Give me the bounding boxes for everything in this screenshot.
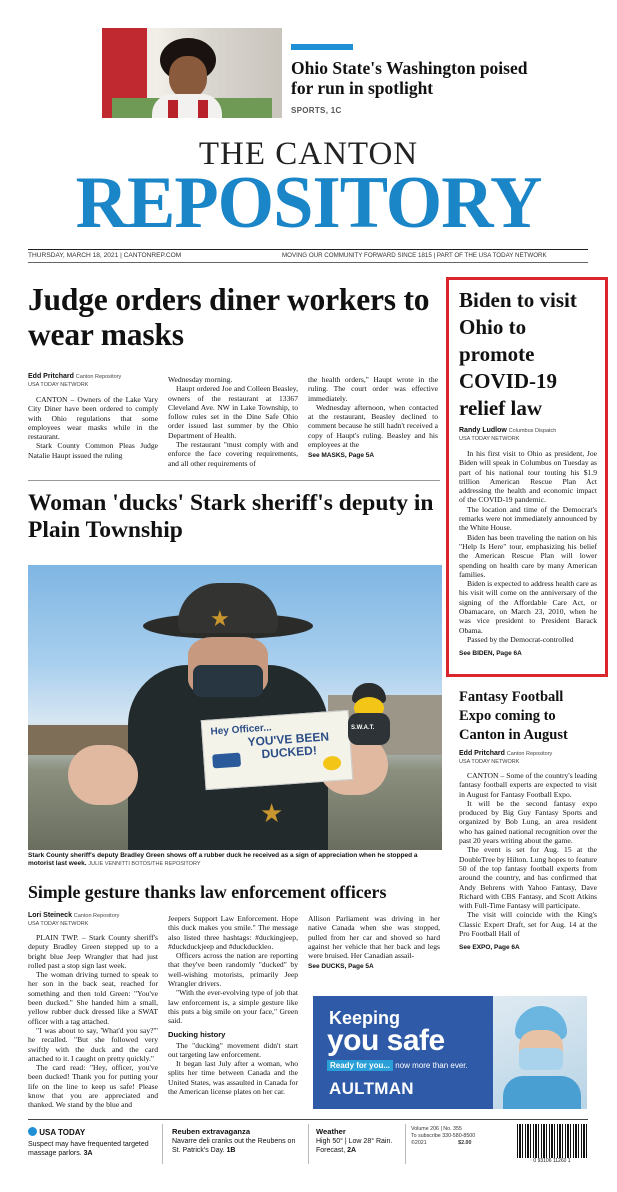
duck-vest-label: S.W.A.T. [351,725,375,731]
story4-headline[interactable]: Simple gesture thanks law enforcement officers [28,882,387,902]
aultman-ad[interactable] [313,996,587,1109]
masthead-top-rule [28,249,588,250]
story4-col1: PLAIN TWP. – Stark County sheriff's deputy Bradley Green stepped up to a bright blue Jeep Wrangler that had just rolled past a stop sign last week. The woman driving turned to speak to her son in the back seat, reached for something and then told Green: "You've been ducked." She handed him a small, yellow rubber duck dressed like a SWAT officer with a tag attached. "I was about to say, 'What'd you say?'" he recalled. "But she followed very swiftly with the duck and the card attached to it. I caught on pretty quickly." The card read: "Hey, officer, you've been ducked! Thank you for putting your life on the line to keep us safe! Please know that you are appreciated and thanked. We stand by the blue and [28,933,158,1110]
usa-today-dot-icon [28,1127,37,1136]
card-duck-icon [323,756,342,771]
story5-jump-link[interactable]: See EXPO, Page 6A [459,944,520,952]
story1-jump-link[interactable]: See MASKS, Page 5A [308,452,375,460]
ducked-card [201,710,354,790]
story1-byline: Edd Pritchard Canton Repository USA TODAY NETWORK [28,373,122,388]
story4-col2: Jeepers Support Law Enforcement. Hope this duck makes you smile." The message also listed three hashtags: #duckingjeep, #duckduckjeep and #duckduckleo. Officers across the nation are reporting that they've been randomly "ducked" by well-wishing motorists, primarily Jeep Wrangler drivers. "With the ever-evolving type of job that law enforcement is, a simple gesture like this puts a big smile on your face," Green said. Ducking history The "ducking" movement didn't start out targeting law enforcement. It began last July after a woman, who splits her time between Canada and the United States, was assaulted in Canada for the American license plates on her car. [168,914,298,1097]
story1-col2: Wednesday morning. Haupt ordered Joe and Colleen Beasley, owners of the restaurant at 13367 Cleveland Ave. NW in Lake Township, to follow rules set in the Dine Safe Ohio order issued last summer by the Ohio Department of Health. The restaurant "must comply with and enforce the face covering requirements, and all other requirements of [168,375,298,468]
story1-col1: CANTON – Owners of the Lake Vary City Diner have been ordered to comply with Ohio regulations that some employees wear masks while in the restaurant. Stark County Common Pleas Judge Natalie Haupt issued the ruling [28,395,158,460]
jeep-icon [212,753,241,769]
ad-subline: Ready for you... now more than ever. [327,1061,468,1070]
ad-line1: Keeping [329,1008,401,1028]
story5-body: CANTON – Some of the country's leading fantasy football experts are expected to visit in August for Fantasy Football Expo. It will be the second fantasy expo produced by Big Guy Fantasy Sports and organized by Bob Lung, an area resident who has gained national recognition over the past 20 years writing about the game. The event is set for Aug. 15 at the DoubleTree by Hilton. Lung hopes to feature 50 of the top fantasy football experts from around the country, and has confirmed that Andy Behrens with Yahoo Fantasy, Dave Richard with CBS Fantasy, and Scott Atkins with Full-Time Fantasy will participate. The visit will coincide with the King's Classic Expert Draft, set for Aug. 14 at the Pro Football Hall of See EXPO, Page 6A [459,771,597,952]
masthead-repository[interactable]: REPOSITORY [75,162,542,244]
story1-headline[interactable]: Judge orders diner workers to wear masks [28,282,430,352]
swat-rubber-duck [346,683,392,747]
footer-divider-1 [162,1124,163,1164]
chest-badge-star: ★ [260,799,284,829]
hat-badge-star: ★ [210,607,230,632]
photo-credit: JULIE VENNITTI BOTOS/THE REPOSITORY [88,861,201,868]
card-big-text: YOU'VE BEEN DUCKED! [247,729,330,762]
footer-item1[interactable]: Suspect may have frequented targeted massage parlors. 3A [28,1141,149,1157]
story5-byline: Edd Pritchard Canton Repository USA TODAY NETWORK [459,750,553,765]
footer-reuben[interactable]: Reuben extravaganza Navarre deli cranks out the Reubens on St. Patrick's Day. 1B [172,1127,296,1154]
story5-headline[interactable]: Fantasy Football Expo coming to Canton in August [459,689,568,743]
footer-weather[interactable]: Weather High 50° | Low 28° Rain. Forecast, 2A [316,1127,393,1154]
barcode [517,1124,587,1158]
story2-headline[interactable]: Biden to visit Ohio to promote COVID-19 relief law [459,288,577,420]
masthead-bottom-rule [28,262,588,263]
story1-bottom-rule [28,480,440,481]
story2-body: In his first visit to Ohio as president, Joe Biden will speak in Columbus on Tuesday as part of his national tour touting his $1.9 trillion American Rescue Plan Act addressing the health and economic impact of the COVID-19 pandemic. The location and time of the Democrat's remarks were not immediately announced by the White House. Biden has been traveling the nation on his "Help Is Here" tour, emphasizing his belief the American Rescue Plan will lower spending on health care by many American families. Biden is expected to address health care as his visit will come on the anniversary of the signing of the Affordable Care Act, or Obamacare, on March 23, 2010, when he was vice president to President Barack Obama. Passed by the Democrat-controlled See BIDEN, Page 6A [459,449,597,658]
deputy-photo[interactable] [28,565,442,850]
ad-nurse-photo [493,996,587,1109]
story4-subhead: Ducking history [168,1029,226,1039]
ad-line2: you safe [327,1024,445,1057]
ad-brand: AULTMAN [329,1079,414,1098]
footer-volume-info: Volume 206 | No. 355 To subscribe 330-580-8500 ©2021 $2.00 [411,1126,476,1146]
story3-headline[interactable]: Woman 'ducks' Stark sheriff's deputy in Plain Township [28,490,434,543]
footer-usa-today: USA TODAY [28,1127,85,1137]
story4-byline: Lori Steineck Canton Repository USA TODAY NETWORK [28,912,120,927]
masthead-date: THURSDAY, MARCH 18, 2021 | CANTONREP.COM [28,252,182,259]
teaser-accent-bar [291,44,353,50]
card-title: Hey Officer... [210,722,272,738]
photo-caption: Stark County sheriff's deputy Bradley Green shows off a rubber duck he received as a sign of appreciation when he stopped a motorist last week. JULIE VENNITTI BOTOS/THE REPOSITORY [28,852,418,868]
footer-divider-3 [405,1124,406,1164]
story2-jump-link[interactable]: See BIDEN, Page 6A [459,650,522,658]
masthead-tagline: MOVING OUR COMMUNITY FORWARD SINCE 1815 | PART OF THE USA TODAY NETWORK [282,252,547,259]
story2-byline: Randy Ludlow Columbus Dispatch USA TODAY NETWORK [459,427,557,442]
masthead-the-canton: THE CANTON [198,136,419,172]
footer-divider-2 [308,1124,309,1164]
story4-col3: Allison Parliament was driving in her native Canada when she was stopped, pulled from her car and shoved so hard against her vehicle that her back and legs were bruised. Her Canadian assail- See DUCKS, Page 5A [308,914,440,971]
story4-jump-link[interactable]: See DUCKS, Page 5A [308,963,374,971]
teaser-section: SPORTS, 1C [291,106,342,115]
barcode-number: 0 93106 11260 1 [533,1158,571,1164]
story1-col3: the health orders," Haupt wrote in the ruling. The court order was effective immediately. Wednesday afternoon, when contacted at the restaurant, Beasley declined to comment because he still hadn't received a copy of Haupt's ruling. Beasley and his employees at the See MASKS, Page 5A [308,375,438,460]
footer-top-rule [28,1119,588,1120]
teaser-photo[interactable] [102,28,282,118]
teaser-headline[interactable]: Ohio State's Washington poised for run in spotlight [291,58,528,98]
